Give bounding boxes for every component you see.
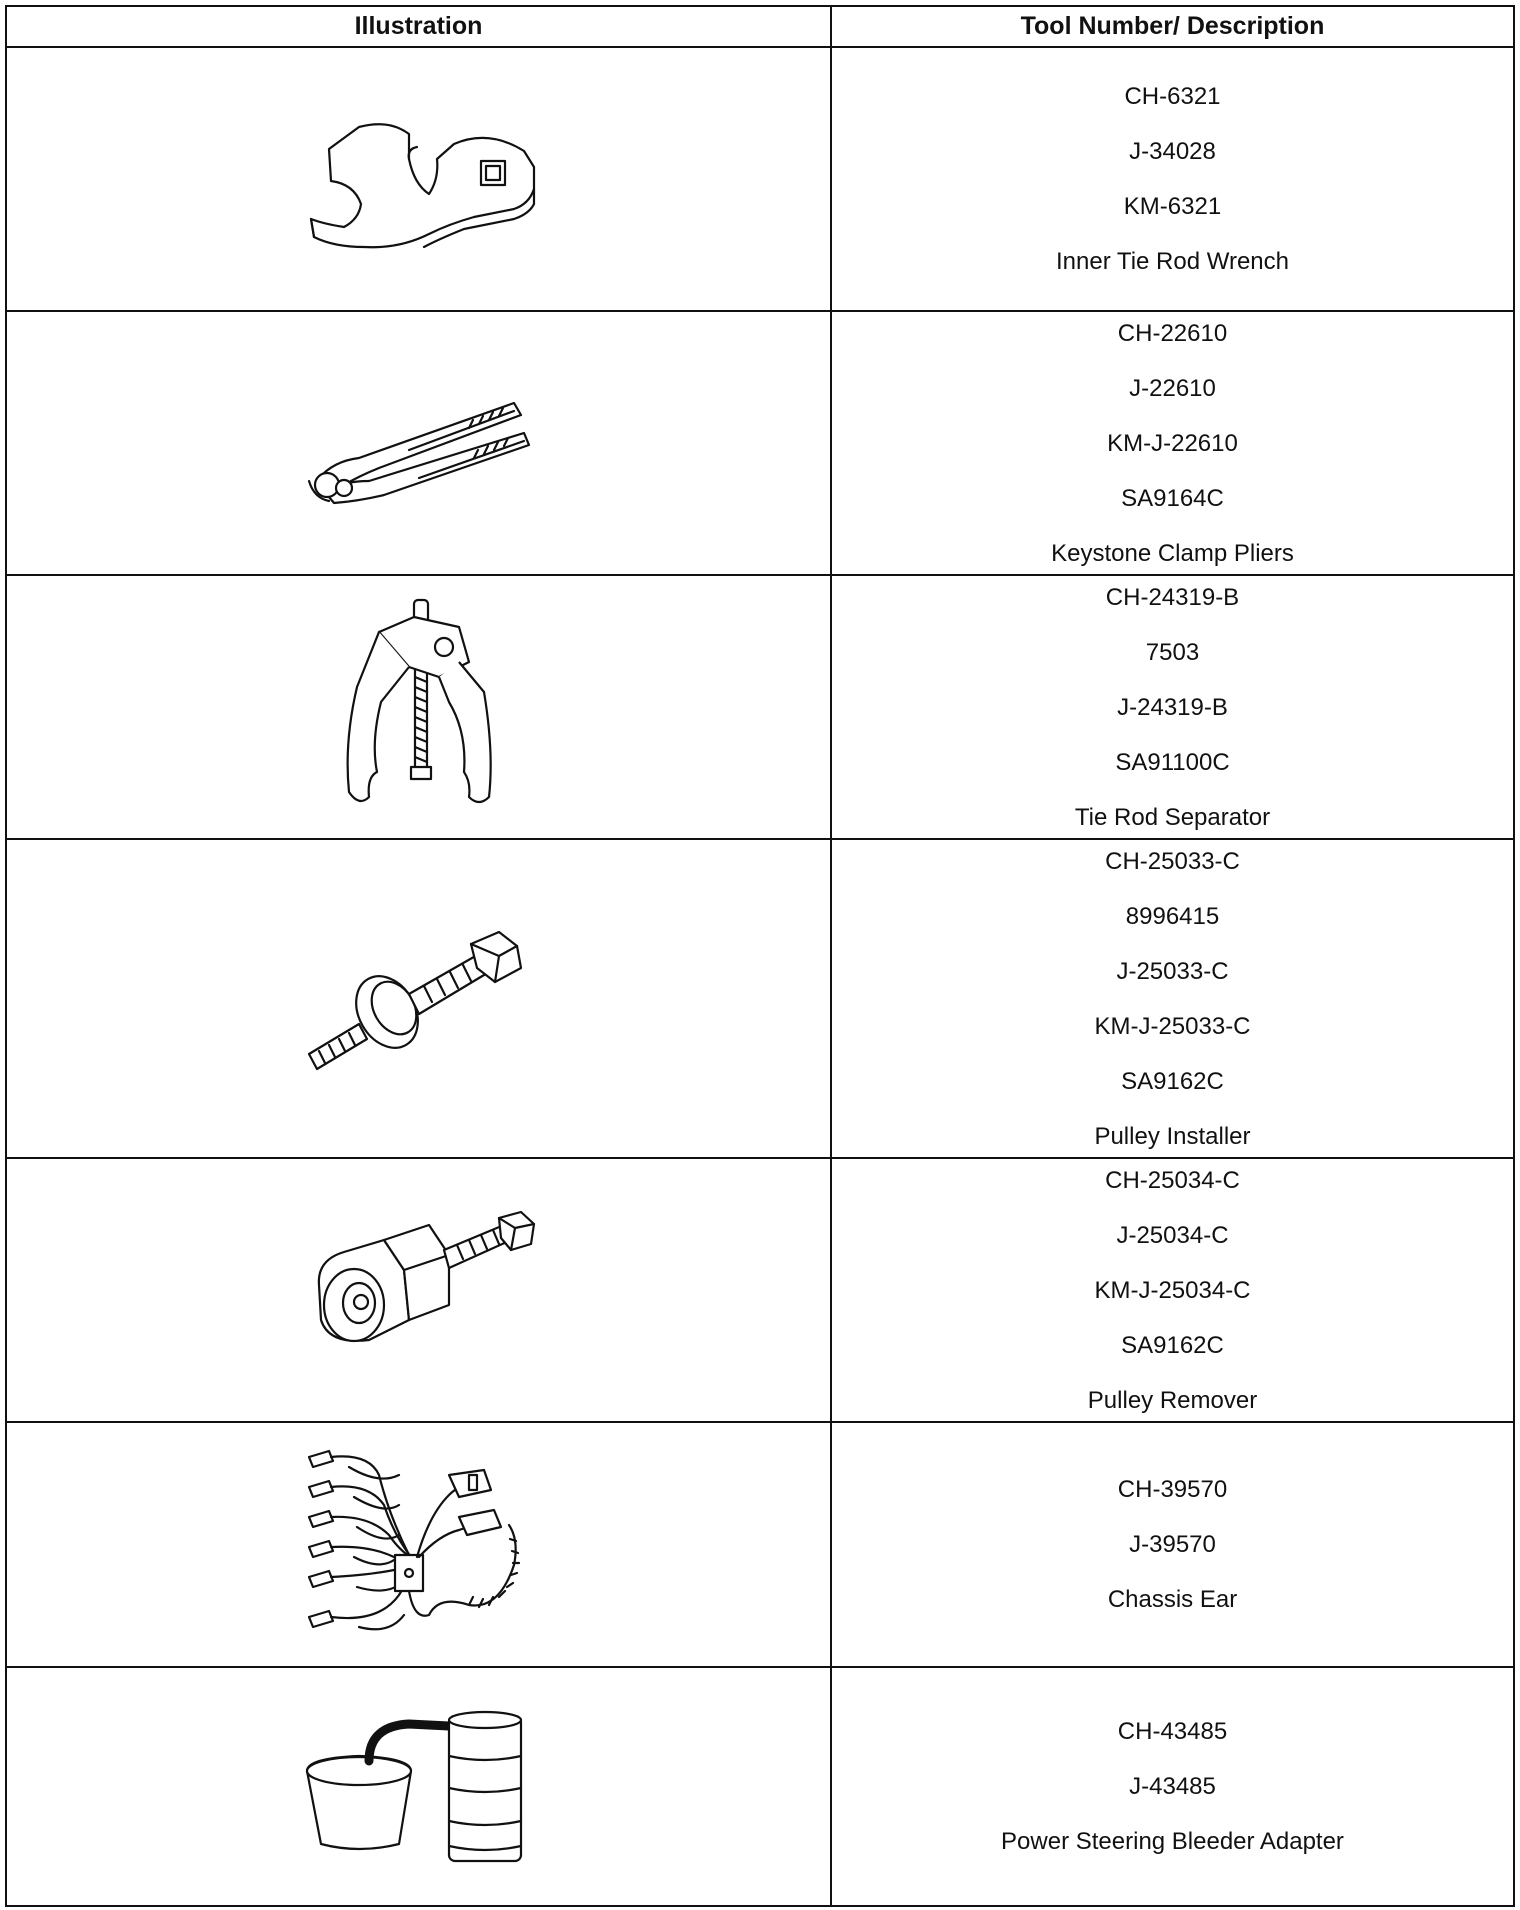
chassis-ear-illustration <box>299 1445 539 1645</box>
illustration-cell <box>7 840 830 1157</box>
table-row <box>7 1668 1513 1904</box>
pulley-remover-illustration <box>299 1210 539 1370</box>
tool-name: Power Steering Bleeder Adapter <box>1001 1827 1344 1855</box>
tool-number: J-43485 <box>1129 1772 1216 1800</box>
tie-rod-separator-illustration <box>319 592 519 822</box>
tool-description-cell <box>832 1159 1513 1421</box>
tool-name: Pulley Remover <box>1087 1386 1258 1414</box>
power-steering-bleeder-adapter-illustration <box>299 1706 539 1866</box>
tool-name: Pulley Installer <box>1094 1122 1251 1150</box>
tool-number: J-25033-C <box>1116 957 1229 985</box>
tool-description-cell <box>832 1423 1513 1666</box>
tool-name: Tie Rod Separator <box>1074 803 1271 831</box>
table-row <box>7 312 1513 576</box>
header-illustration: Illustration <box>354 12 483 40</box>
table-row <box>7 1423 1513 1668</box>
tool-number: SA91100C <box>1115 748 1230 776</box>
tool-number: CH-22610 <box>1117 319 1228 347</box>
keystone-clamp-pliers-illustration <box>289 373 549 513</box>
illustration-cell <box>7 48 830 310</box>
tool-number: CH-6321 <box>1124 83 1221 110</box>
tool-number: J-39570 <box>1129 1531 1216 1558</box>
tool-number: KM-J-25034-C <box>1094 1276 1251 1304</box>
illustration-cell <box>7 312 830 574</box>
tool-number: CH-25034-C <box>1105 1166 1240 1194</box>
table-header-row <box>7 7 1513 48</box>
tool-number: SA9162C <box>1121 1067 1224 1095</box>
illustration-cell <box>7 1159 830 1421</box>
tool-number: 7503 <box>1145 638 1200 666</box>
tool-number: J-25034-C <box>1116 1221 1229 1249</box>
tool-description-cell <box>832 840 1513 1157</box>
tool-number: CH-39570 <box>1117 1476 1228 1503</box>
inner-tie-rod-wrench-illustration <box>289 89 549 269</box>
tool-description-cell <box>832 1668 1513 1904</box>
tool-number: CH-24319-B <box>1105 583 1240 611</box>
tool-number: CH-43485 <box>1117 1717 1228 1745</box>
header-tool-description: Tool Number/ Description <box>1020 12 1325 40</box>
tool-number: KM-J-22610 <box>1107 429 1238 457</box>
tool-name: Inner Tie Rod Wrench <box>1055 248 1289 275</box>
tool-number: J-34028 <box>1129 138 1216 165</box>
tool-number: CH-25033-C <box>1105 847 1240 875</box>
tool-name: Keystone Clamp Pliers <box>1051 539 1294 567</box>
table-row <box>7 576 1513 840</box>
tool-number: J-22610 <box>1129 374 1216 402</box>
illustration-cell <box>7 1423 830 1666</box>
tool-description-cell <box>832 48 1513 310</box>
tool-number: KM-6321 <box>1123 193 1222 220</box>
pulley-installer-illustration <box>299 924 539 1074</box>
table-row <box>7 1159 1513 1423</box>
tool-description-cell <box>832 312 1513 574</box>
tool-name: Chassis Ear <box>1107 1586 1238 1613</box>
special-tools-table <box>5 5 1515 1907</box>
illustration-cell <box>7 1668 830 1904</box>
table-row <box>7 840 1513 1159</box>
tool-description-cell <box>832 576 1513 838</box>
tool-number: SA9162C <box>1121 1331 1224 1359</box>
tool-number: KM-J-25033-C <box>1094 1012 1251 1040</box>
tool-number: 8996415 <box>1125 902 1220 930</box>
tool-number: SA9164C <box>1121 484 1224 512</box>
illustration-cell <box>7 576 830 838</box>
tool-number: J-24319-B <box>1117 693 1228 721</box>
table-row <box>7 48 1513 312</box>
